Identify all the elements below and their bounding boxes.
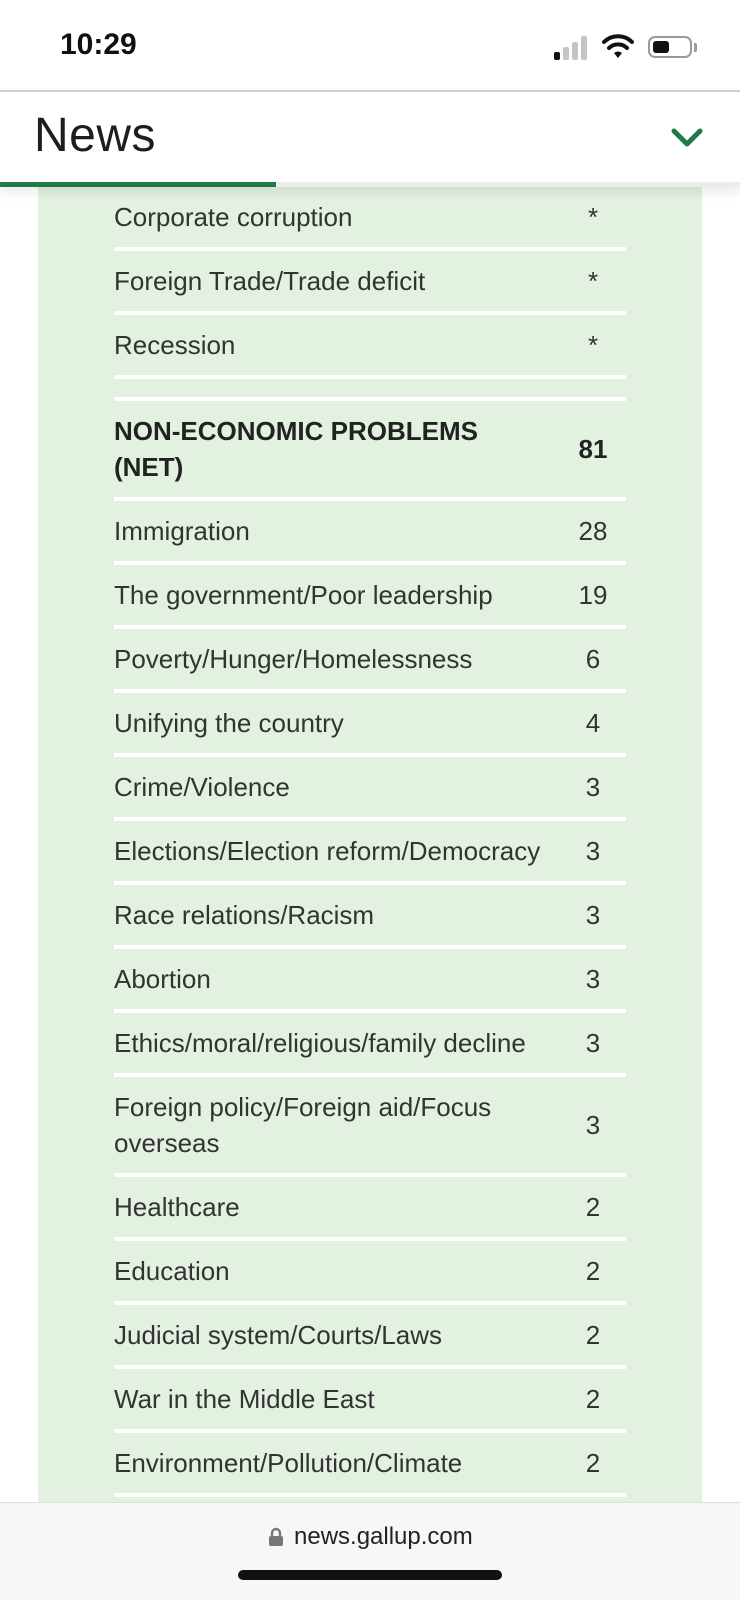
row-label: NON-ECONOMIC PROBLEMS (NET) (114, 416, 478, 482)
row-value: 2 (585, 1191, 601, 1222)
browser-address-bar[interactable] (0, 1502, 740, 1600)
row-label: Foreign policy/Foreign aid/Focus overseas (114, 1092, 492, 1158)
results-table (114, 187, 626, 1497)
table-row (114, 757, 626, 821)
row-label: Education (114, 1256, 230, 1286)
table-row (114, 693, 626, 757)
row-label: Recession (114, 330, 236, 360)
status-icons (554, 34, 704, 60)
row-value: * (587, 265, 599, 296)
row-value: 81 (578, 433, 608, 464)
row-label: The government/Poor leadership (114, 580, 493, 610)
row-label: Healthcare (114, 1192, 240, 1222)
table-row (114, 1177, 626, 1241)
table-row (114, 821, 626, 885)
lock-icon (268, 1527, 284, 1547)
table-row (114, 1433, 626, 1497)
table-row (114, 187, 626, 251)
row-label: War in the Middle East (114, 1384, 375, 1414)
table-row (114, 1013, 626, 1077)
table-row (114, 315, 626, 379)
table-row (114, 1369, 626, 1433)
section-header (0, 90, 740, 187)
table-row (114, 949, 626, 1013)
table-row (114, 885, 626, 949)
row-label: Elections/Election reform/Democracy (114, 836, 541, 866)
row-label: Abortion (114, 964, 211, 994)
row-value: 3 (585, 1109, 601, 1140)
row-value: 3 (585, 835, 601, 866)
home-indicator[interactable] (238, 1570, 502, 1580)
table-row (114, 1077, 626, 1177)
chevron-down-icon[interactable] (670, 124, 704, 150)
row-label: Corporate corruption (114, 202, 353, 232)
table-row (114, 1241, 626, 1305)
row-value: 3 (585, 899, 601, 930)
table-row-net (114, 401, 626, 501)
row-label: Race relations/Racism (114, 900, 375, 930)
results-table-container (38, 187, 702, 1502)
table-spacer (114, 379, 626, 401)
row-value: 2 (585, 1447, 601, 1478)
row-value: 2 (585, 1255, 601, 1286)
row-value: 6 (585, 643, 601, 674)
reading-progress-fill (0, 182, 276, 187)
row-value: 2 (585, 1319, 601, 1350)
status-bar (0, 0, 740, 90)
status-time: 10:29 (60, 28, 137, 61)
row-label: Unifying the country (114, 708, 344, 738)
url-text[interactable]: news.gallup.com (294, 1523, 473, 1550)
wifi-icon (602, 34, 634, 60)
row-label: Environment/Pollution/Climate (114, 1448, 463, 1478)
row-value: 3 (585, 963, 601, 994)
table-row (114, 251, 626, 315)
row-value: 3 (585, 771, 601, 802)
row-value: 2 (585, 1383, 601, 1414)
reading-progress-track (0, 182, 740, 187)
row-label: Ethics/moral/religious/family decline (114, 1028, 526, 1058)
row-value: * (587, 329, 599, 360)
cellular-signal-icon (554, 34, 594, 60)
page-title: News (34, 109, 157, 162)
row-label: Judicial system/Courts/Laws (114, 1320, 442, 1350)
row-label: Poverty/Hunger/Homelessness (114, 644, 473, 674)
row-label: Foreign Trade/Trade deficit (114, 266, 426, 296)
row-label: Crime/Violence (114, 772, 290, 802)
table-row (114, 1305, 626, 1369)
table-row (114, 565, 626, 629)
row-value: 3 (585, 1027, 601, 1058)
row-value: 4 (585, 707, 601, 738)
table-row (114, 501, 626, 565)
row-label: Immigration (114, 516, 250, 546)
table-row (114, 629, 626, 693)
battery-icon (648, 36, 692, 58)
row-value: * (587, 201, 599, 232)
row-value: 19 (578, 579, 608, 610)
row-value: 28 (578, 515, 608, 546)
